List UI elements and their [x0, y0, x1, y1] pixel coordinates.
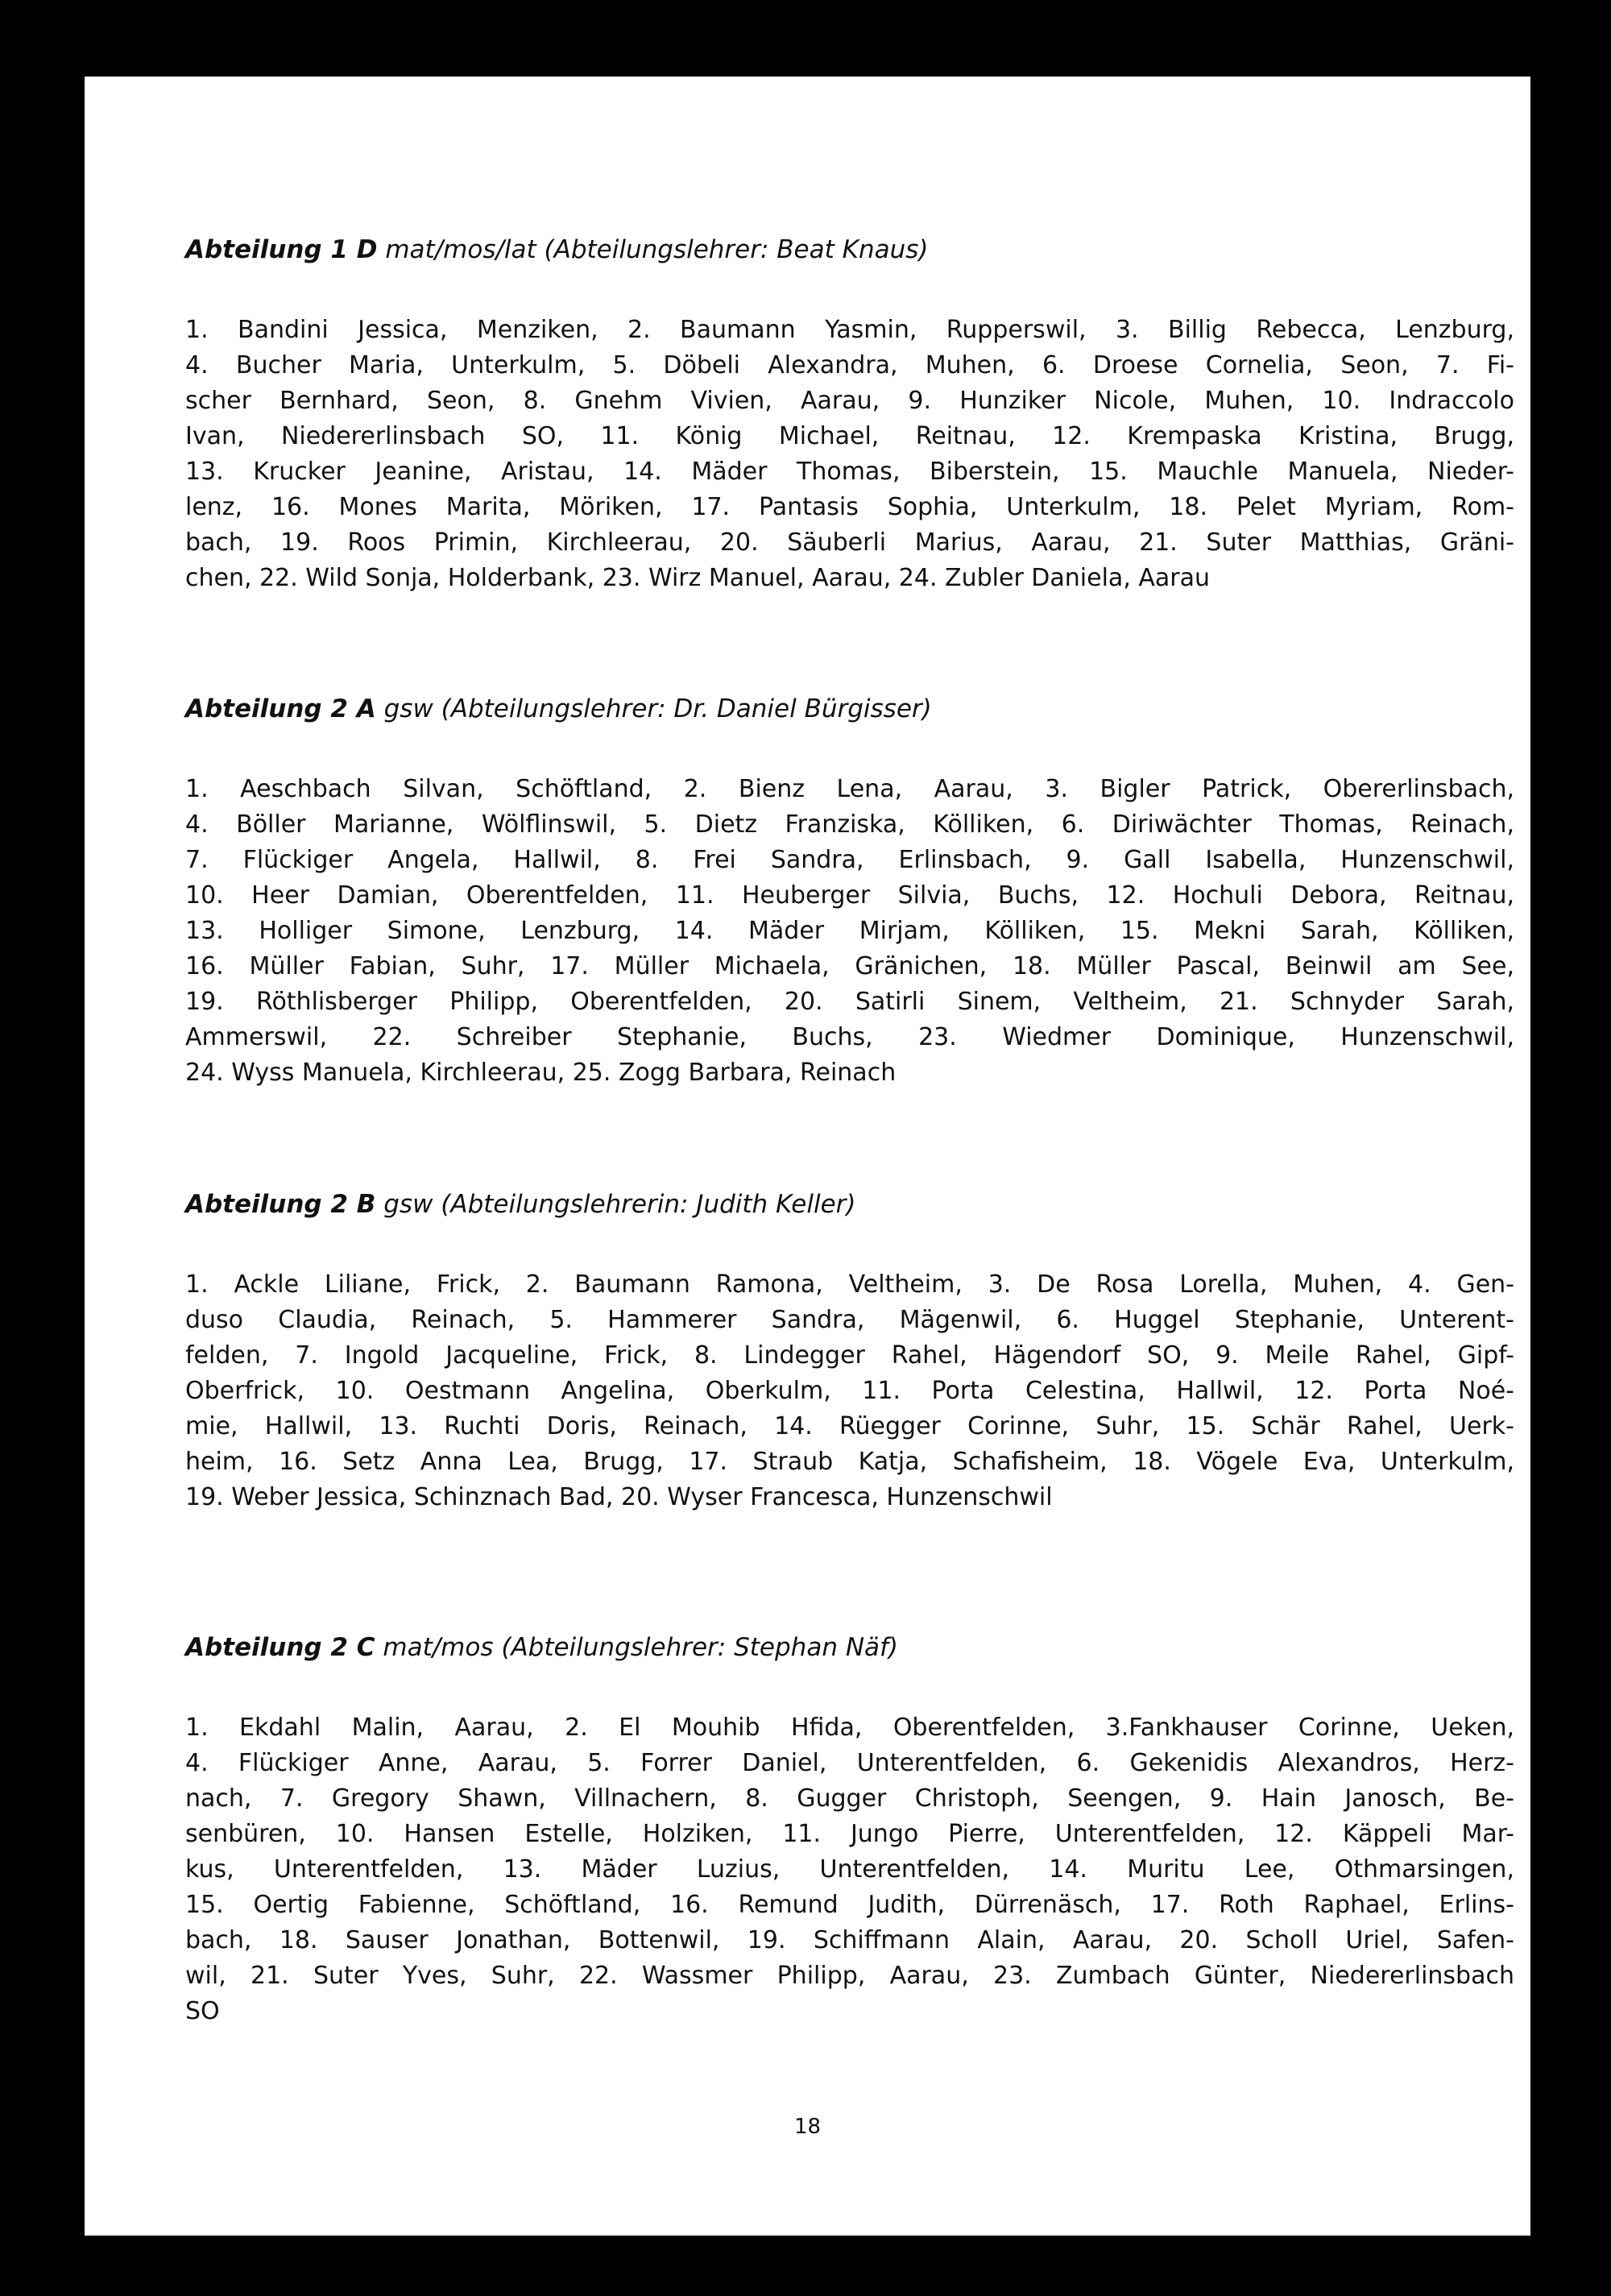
list-line: Ammerswil, 22. Schreiber Stephanie, Buchs, 23. Wiedmer Dominique, Hunzenschwil,: [185, 1023, 1514, 1051]
section-label: Abteilung 2 A: [185, 694, 376, 723]
list-line: 1. Ackle Liliane, Frick, 2. Baumann Ramona, Veltheim, 3. De Rosa Lorella, Muhen, 4. Gen-: [185, 1270, 1514, 1299]
list-line: chen, 22. Wild Sonja, Holderbank, 23. Wirz Manuel, Aarau, 24. Zubler Daniela, Aarau: [185, 564, 1211, 592]
list-line: senbüren, 10. Hansen Estelle, Holziken, 11. Jungo Pierre, Unterentfelden, 12. Käppeli Mar-: [185, 1820, 1514, 1848]
section-abteilung-2a: [185, 693, 1514, 1091]
list-line: 4. Bucher Maria, Unterkulm, 5. Döbeli Alexandra, Muhen, 6. Droese Cornelia, Seon, 7. Fi-: [185, 351, 1514, 379]
list-line: Oberfrick, 10. Oestmann Angelina, Oberkulm, 11. Porta Celestina, Hallwil, 12. Porta Noé-: [185, 1377, 1514, 1405]
section-subject: gsw: [383, 1190, 433, 1219]
section-heading: [185, 1631, 1514, 1664]
section-subject: mat/mos/lat: [385, 235, 536, 264]
section-heading: [185, 234, 1514, 266]
page-number: 18: [793, 2115, 822, 2139]
list-line: lenz, 16. Mones Marita, Möriken, 17. Pantasis Sophia, Unterkulm, 18. Pelet Myriam, Rom-: [185, 493, 1514, 521]
list-line: felden, 7. Ingold Jacqueline, Frick, 8. Lindegger Rahel, Hägendorf SO, 9. Meile Rahel, Gipf-: [185, 1341, 1514, 1370]
list-line: 1. Aeschbach Silvan, Schöftland, 2. Bienz Lena, Aarau, 3. Bigler Patrick, Obererlinsbach,: [185, 775, 1514, 803]
section-label: Abteilung 2 C: [185, 1633, 375, 1662]
list-line: Ivan, Niedererlinsbach SO, 11. König Michael, Reitnau, 12. Krempaska Kristina, Brugg,: [185, 422, 1514, 450]
list-line: wil, 21. Suter Yves, Suhr, 22. Wassmer Philipp, Aarau, 23. Zumbach Günter, Niedererlinsbach: [185, 1962, 1514, 1990]
list-line: 19. Weber Jessica, Schinznach Bad, 20. Wyser Francesca, Hunzenschwil: [185, 1483, 1053, 1511]
list-line: mie, Hallwil, 13. Ruchti Doris, Reinach, 14. Rüegger Corinne, Suhr, 15. Schär Rahel, Uerk-: [185, 1412, 1514, 1440]
section-heading: [185, 693, 1514, 725]
section-label: Abteilung 2 B: [185, 1190, 376, 1219]
student-list: [185, 1710, 1514, 2029]
list-line: duso Claudia, Reinach, 5. Hammerer Sandra, Mägenwil, 6. Huggel Stephanie, Unterent-: [185, 1306, 1514, 1334]
section-teacher: (Abteilungslehrer: Stephan Näf): [501, 1633, 899, 1662]
document-page: [85, 77, 1530, 2236]
list-line: 24. Wyss Manuela, Kirchleerau, 25. Zogg Barbara, Reinach: [185, 1059, 897, 1087]
list-line: nach, 7. Gregory Shawn, Villnachern, 8. Gugger Christoph, Seengen, 9. Hain Janosch, Be-: [185, 1784, 1514, 1813]
section-subject: gsw: [383, 694, 433, 723]
section-teacher: (Abteilungslehrer: Beat Knaus): [544, 235, 929, 264]
list-line: kus, Unterentfelden, 13. Mäder Luzius, Unterentfelden, 14. Muritu Lee, Othmarsingen,: [185, 1855, 1514, 1884]
list-line: bach, 19. Roos Primin, Kirchleerau, 20. Säuberli Marius, Aarau, 21. Suter Matthias, Gräni-: [185, 528, 1514, 557]
student-list: [185, 1267, 1514, 1515]
list-line: 7. Flückiger Angela, Hallwil, 8. Frei Sandra, Erlinsbach, 9. Gall Isabella, Hunzenschwil,: [185, 846, 1514, 874]
list-line: 15. Oertig Fabienne, Schöftland, 16. Remund Judith, Dürrenäsch, 17. Roth Raphael, Erlins-: [185, 1891, 1514, 1919]
student-list: [185, 772, 1514, 1091]
section-teacher: (Abteilungslehrerin: Judith Keller): [441, 1190, 856, 1219]
list-line: 4. Flückiger Anne, Aarau, 5. Forrer Daniel, Unterentfelden, 6. Gekenidis Alexandros, Herz-: [185, 1749, 1514, 1777]
list-line: 1. Bandini Jessica, Menziken, 2. Baumann Yasmin, Rupperswil, 3. Billig Rebecca, Lenzburg,: [185, 316, 1514, 344]
list-line: 4. Böller Marianne, Wölflinswil, 5. Dietz Franziska, Kölliken, 6. Diriwächter Thomas, Reinach,: [185, 810, 1514, 839]
section-abteilung-2c: [185, 1631, 1514, 2029]
section-teacher: (Abteilungslehrer: Dr. Daniel Bürgisser): [441, 694, 932, 723]
section-abteilung-2b: [185, 1188, 1514, 1515]
list-line: 16. Müller Fabian, Suhr, 17. Müller Michaela, Gränichen, 18. Müller Pascal, Beinwil am See,: [185, 952, 1514, 980]
list-line: scher Bernhard, Seon, 8. Gnehm Vivien, Aarau, 9. Hunziker Nicole, Muhen, 10. Indraccolo: [185, 387, 1514, 415]
list-line: 1. Ekdahl Malin, Aarau, 2. El Mouhib Hfida, Oberentfelden, 3.Fankhauser Corinne, Ueken,: [185, 1714, 1514, 1742]
student-list: [185, 313, 1514, 596]
section-label: Abteilung 1 D: [185, 235, 378, 264]
list-line: SO: [185, 1997, 220, 2025]
section-subject: mat/mos: [383, 1633, 494, 1662]
list-line: bach, 18. Sauser Jonathan, Bottenwil, 19. Schiffmann Alain, Aarau, 20. Scholl Uriel, Safen-: [185, 1926, 1514, 1954]
list-line: heim, 16. Setz Anna Lea, Brugg, 17. Straub Katja, Schafisheim, 18. Vögele Eva, Unterkulm,: [185, 1448, 1514, 1476]
section-abteilung-1d: [185, 234, 1514, 596]
section-heading: [185, 1188, 1514, 1221]
list-line: 19. Röthlisberger Philipp, Oberentfelden, 20. Satirli Sinem, Veltheim, 21. Schnyder Sarah,: [185, 988, 1514, 1016]
list-line: 13. Holliger Simone, Lenzburg, 14. Mäder Mirjam, Kölliken, 15. Mekni Sarah, Kölliken,: [185, 917, 1514, 945]
list-line: 13. Krucker Jeanine, Aristau, 14. Mäder Thomas, Biberstein, 15. Mauchle Manuela, Nieder-: [185, 458, 1514, 486]
list-line: 10. Heer Damian, Oberentfelden, 11. Heuberger Silvia, Buchs, 12. Hochuli Debora, Reitnau,: [185, 881, 1514, 910]
